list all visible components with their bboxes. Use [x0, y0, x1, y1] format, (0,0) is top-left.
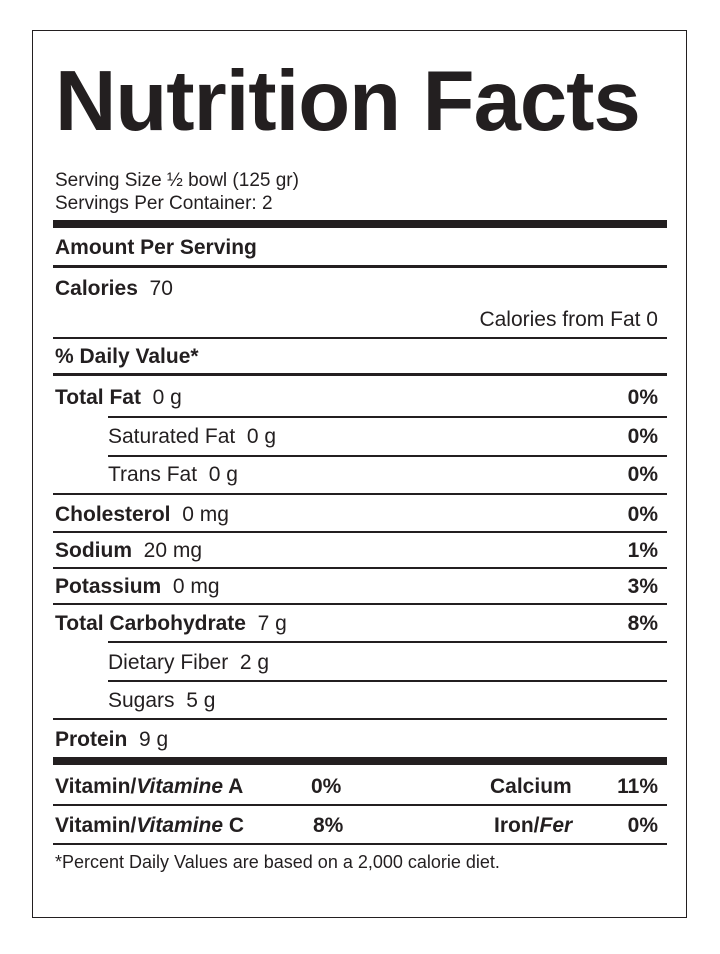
- servings-per-container: Servings Per Container: 2: [55, 193, 273, 214]
- divider: [53, 603, 667, 605]
- nutrient-amount: 0 g: [208, 463, 238, 486]
- label-title: Nutrition Facts: [55, 54, 640, 149]
- footnote: *Percent Daily Values are based on a 2,000 calorie diet.: [55, 852, 500, 872]
- daily-value-header: [55, 346, 658, 367]
- divider: [108, 455, 667, 457]
- calories-from-fat: Calories from Fat 0: [479, 308, 658, 331]
- nutrient-row-total-carbohydrate: [55, 613, 658, 634]
- vitamin-a-dv: 0%: [311, 775, 342, 798]
- vitamin-a-label: Vitamin/Vitamine A: [55, 775, 244, 798]
- divider: [108, 416, 667, 418]
- nutrient-row-dietary-fiber: [108, 652, 658, 673]
- divider: [53, 373, 667, 376]
- nutrient-dv: 3%: [627, 575, 658, 598]
- nutrient-amount: 0 g: [152, 386, 182, 409]
- nutrient-amount: 2 g: [239, 651, 270, 674]
- nutrient-label: Cholesterol: [55, 503, 171, 526]
- calcium-dv: 11%: [617, 775, 658, 798]
- amount-per-serving-label: Amount Per Serving: [55, 236, 257, 259]
- nutrient-amount: 0 g: [246, 425, 277, 448]
- divider: [108, 641, 667, 643]
- nutrient-row-trans-fat: [108, 464, 658, 485]
- thick-divider: [53, 220, 667, 228]
- divider: [53, 493, 667, 495]
- nutrient-label: Total Carbohydrate: [55, 612, 246, 635]
- nutrient-dv: 8%: [627, 612, 658, 635]
- thick-divider: [53, 757, 667, 765]
- nutrient-amount: 5 g: [186, 689, 216, 712]
- nutrient-label: Dietary Fiber: [108, 651, 229, 674]
- nutrient-row-potassium: [55, 576, 658, 597]
- nutrient-dv: 0%: [627, 463, 658, 486]
- serving-size: Serving Size ½ bowl (125 gr): [55, 170, 299, 191]
- nutrient-dv: 0%: [627, 425, 658, 448]
- daily-value-header-label: % Daily Value*: [55, 345, 199, 368]
- calories-value: 70: [149, 277, 173, 300]
- nutrition-label: [32, 30, 687, 918]
- nutrient-dv: 0%: [627, 386, 658, 409]
- divider: [53, 804, 667, 806]
- divider: [108, 680, 667, 682]
- nutrient-row-saturated-fat: [108, 426, 658, 447]
- nutrient-label: Sodium: [55, 539, 132, 562]
- nutrient-dv: 0%: [627, 503, 658, 526]
- nutrient-amount: 0 mg: [182, 503, 229, 526]
- calcium-label: Calcium: [490, 775, 572, 798]
- nutrient-row-sugars: [108, 690, 658, 711]
- nutrient-label: Protein: [55, 728, 128, 751]
- nutrient-label: Saturated Fat: [108, 425, 236, 448]
- nutrient-amount: 9 g: [139, 728, 169, 751]
- vitamin-c-label: Vitamin/Vitamine C: [55, 814, 245, 837]
- nutrient-row-total-fat: [55, 387, 658, 408]
- divider: [53, 567, 667, 569]
- nutrient-row-sodium: [55, 540, 658, 561]
- nutrient-dv: 1%: [627, 539, 658, 562]
- divider: [53, 531, 667, 533]
- calories-label: Calories: [55, 277, 138, 300]
- nutrient-label: Total Fat: [55, 386, 141, 409]
- divider: [53, 718, 667, 720]
- amount-per-serving: [55, 237, 658, 258]
- divider: [53, 337, 667, 339]
- vitamin-c-dv: 8%: [313, 814, 344, 837]
- nutrient-row-cholesterol: [55, 504, 658, 525]
- nutrient-label: Sugars: [108, 689, 175, 712]
- iron-dv: 0%: [627, 814, 658, 837]
- calories-row: [55, 278, 658, 299]
- divider: [53, 265, 667, 268]
- nutrient-amount: 0 mg: [172, 575, 220, 598]
- divider: [53, 843, 667, 845]
- iron-label: Iron/Fer: [494, 814, 573, 837]
- nutrient-label: Trans Fat: [108, 463, 198, 486]
- nutrient-amount: 7 g: [257, 612, 287, 635]
- nutrient-row-protein: [55, 729, 658, 750]
- nutrient-amount: 20 mg: [143, 539, 203, 562]
- nutrient-label: Potassium: [55, 575, 162, 598]
